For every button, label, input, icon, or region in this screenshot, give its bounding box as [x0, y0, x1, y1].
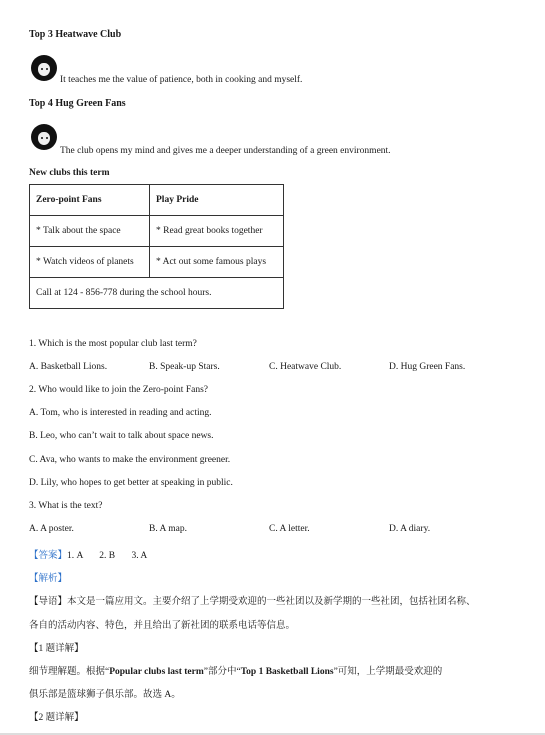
- cartoon-girl-avatar-icon: [31, 124, 57, 150]
- table-header: Zero-point Fans: [30, 185, 150, 216]
- guide-line-2: 各自的活动内容、特色，并且给出了新社团的联系电话等信息。: [29, 621, 296, 631]
- q3-option-c: C. A letter.: [269, 524, 310, 534]
- analysis-label: 【解析】: [29, 574, 68, 584]
- answer-line: [29, 547, 147, 561]
- q3-option-a: A. A poster.: [29, 524, 74, 534]
- table-cell: * Act out some famous plays: [150, 247, 284, 278]
- table-contact-row: Call at 124 - 856-778 during the school hours.: [30, 278, 284, 309]
- answer-1: 1. A: [67, 551, 83, 561]
- club-title-hug-green: Top 4 Hug Green Fans: [29, 98, 126, 109]
- q1-option-a: A. Basketball Lions.: [29, 362, 108, 372]
- answer-label: 【答案】: [29, 551, 68, 561]
- detail-1-bold-section: Popular clubs last term: [109, 667, 204, 677]
- club-quote-heatwave: It teaches me the value of patience, both in cooking and myself.: [60, 75, 303, 85]
- guide-line-1: 【导语】本文是一篇应用文。主要介绍了上学期受欢迎的一些社团以及新学期的一些社团，包括社团名称、: [29, 597, 476, 607]
- detail-2-heading: 【2 题详解】: [29, 713, 84, 723]
- q2-option-d: D. Lily, who hopes to get better at speaking in public.: [29, 478, 233, 488]
- table-header: Play Pride: [150, 185, 284, 216]
- q2-option-a: A. Tom, who is interested in reading and acting.: [29, 408, 212, 418]
- detail-1-line-1: [29, 663, 442, 677]
- question-2: 2. Who would like to join the Zero-point Fans?: [29, 385, 208, 395]
- detail-1-bold-club: Top 1 Basketball Lions: [240, 667, 334, 677]
- detail-1-text: 细节理解题。根据“: [29, 667, 110, 677]
- answer-3: 3. A: [131, 551, 148, 561]
- new-clubs-table: [29, 184, 284, 309]
- detail-1-line-2: 俱乐部是篮球狮子俱乐部。故选 A。: [29, 690, 181, 700]
- table-cell: * Watch videos of planets: [30, 247, 150, 278]
- q2-option-b: B. Leo, who can’t wait to talk about space news.: [29, 431, 214, 441]
- detail-1-text: ”可知，上学期最受欢迎的: [333, 667, 443, 677]
- detail-1-text: ”部分中“: [203, 667, 241, 677]
- q1-option-d: D. Hug Green Fans.: [389, 362, 466, 372]
- q2-option-c: C. Ava, who wants to make the environment greener.: [29, 455, 231, 465]
- cartoon-girl-avatar-icon: [31, 55, 57, 81]
- table-cell: * Talk about the space: [30, 216, 150, 247]
- q1-option-b: B. Speak-up Stars.: [149, 362, 220, 372]
- answer-2: 2. B: [99, 551, 116, 561]
- club-title-heatwave: Top 3 Heatwave Club: [29, 29, 122, 40]
- new-clubs-heading: New clubs this term: [29, 168, 110, 178]
- q1-option-c: C. Heatwave Club.: [269, 362, 342, 372]
- detail-1-heading: 【1 题详解】: [29, 644, 84, 654]
- q3-option-b: B. A map.: [149, 524, 188, 534]
- question-1: 1. Which is the most popular club last term?: [29, 339, 197, 349]
- club-quote-hug-green: The club opens my mind and gives me a deeper understanding of a green environment.: [60, 146, 391, 156]
- question-3: 3. What is the text?: [29, 501, 103, 511]
- table-cell: * Read great books together: [150, 216, 284, 247]
- q3-option-d: D. A diary.: [389, 524, 431, 534]
